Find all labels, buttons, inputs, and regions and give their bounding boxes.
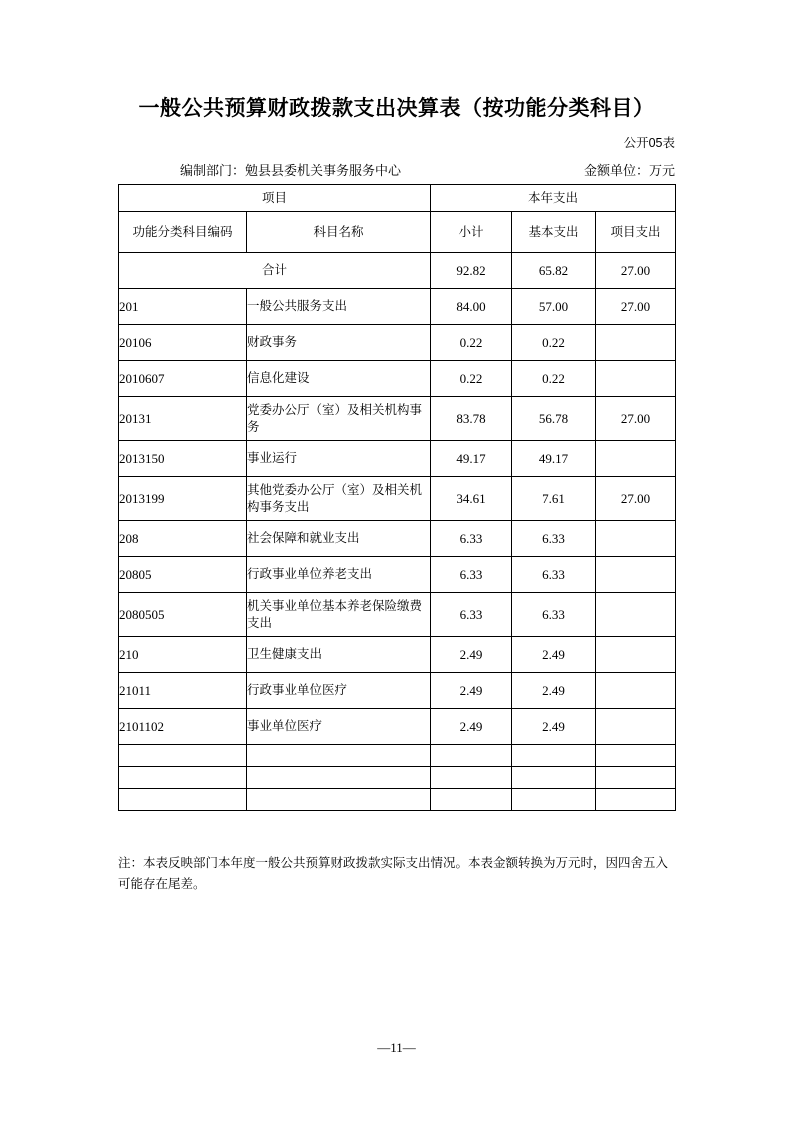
cell-subtotal: 6.33 [431,557,512,593]
table-row [119,397,676,441]
cell-name: 行政事业单位医疗 [247,673,431,709]
cell-empty [512,767,596,789]
cell-project: 27.00 [596,477,676,521]
cell-code: 20131 [119,397,247,441]
cell-project [596,637,676,673]
table-row [119,557,676,593]
cell-subtotal: 2.49 [431,709,512,745]
cell-code: 2013150 [119,441,247,477]
cell-empty [596,767,676,789]
cell-empty [119,767,247,789]
cell-project [596,709,676,745]
header-col-project: 项目支出 [596,212,676,253]
cell-basic: 65.82 [512,253,596,289]
cell-empty [431,789,512,811]
table-row [119,325,676,361]
cell-basic: 49.17 [512,441,596,477]
budget-table [118,184,676,811]
cell-subtotal: 0.22 [431,325,512,361]
cell-project [596,521,676,557]
table-row [119,673,676,709]
table-body [119,253,676,811]
table-row-empty [119,767,676,789]
cell-basic: 57.00 [512,289,596,325]
cell-code: 208 [119,521,247,557]
table-row [119,593,676,637]
cell-name: 事业单位医疗 [247,709,431,745]
table-header [119,185,676,253]
cell-subtotal: 92.82 [431,253,512,289]
cell-project [596,361,676,397]
department-label: 编制部门： [180,163,246,178]
cell-name: 事业运行 [247,441,431,477]
cell-basic: 2.49 [512,673,596,709]
amount-unit-label: 金额单位：万元 [583,163,675,178]
cell-empty [247,745,431,767]
cell-name: 财政事务 [247,325,431,361]
department-info [180,160,401,179]
table-header-row-1 [119,185,676,212]
cell-name: 党委办公厅（室）及相关机构事务 [247,397,431,441]
cell-subtotal: 0.22 [431,361,512,397]
table-row [119,361,676,397]
page-number: —11— [377,1040,416,1055]
header-col-subtotal: 小计 [431,212,512,253]
cell-code: 20106 [119,325,247,361]
header-group-project: 项目 [119,185,431,212]
table-row [119,709,676,745]
cell-total-label: 合计 [119,253,431,289]
header-col-name: 科目名称 [247,212,431,253]
table-row [119,477,676,521]
cell-empty [119,745,247,767]
cell-empty [512,745,596,767]
cell-subtotal: 2.49 [431,637,512,673]
cell-code: 201 [119,289,247,325]
cell-subtotal: 2.49 [431,673,512,709]
cell-empty [431,767,512,789]
cell-basic: 6.33 [512,521,596,557]
cell-code: 21011 [119,673,247,709]
cell-empty [596,789,676,811]
cell-subtotal: 34.61 [431,477,512,521]
table-note-text: 注：本表反映部门本年度一般公共预算财政拨款实际支出情况。本表金额转换为万元时，因四舍五入可能存在尾差。 [118,856,669,892]
cell-project: 27.00 [596,397,676,441]
cell-project [596,593,676,637]
cell-project: 27.00 [596,253,676,289]
cell-basic: 2.49 [512,709,596,745]
cell-name: 机关事业单位基本养老保险缴费支出 [247,593,431,637]
cell-project [596,557,676,593]
table-row-empty [119,745,676,767]
cell-basic: 2.49 [512,637,596,673]
cell-code: 2010607 [119,361,247,397]
cell-empty [247,789,431,811]
cell-empty [512,789,596,811]
cell-project [596,325,676,361]
cell-basic: 56.78 [512,397,596,441]
cell-project [596,673,676,709]
header-col-code: 功能分类科目编码 [119,212,247,253]
table-row [119,441,676,477]
cell-name: 社会保障和就业支出 [247,521,431,557]
cell-code: 20805 [119,557,247,593]
cell-name: 行政事业单位养老支出 [247,557,431,593]
header-group-current-year: 本年支出 [431,185,676,212]
table-row-empty [119,789,676,811]
cell-project: 27.00 [596,289,676,325]
cell-code: 2013199 [119,477,247,521]
cell-name: 卫生健康支出 [247,637,431,673]
table-row [119,521,676,557]
department-value: 勉县县委机关事务服务中心 [245,163,402,178]
cell-empty [247,767,431,789]
cell-empty [596,745,676,767]
cell-subtotal: 6.33 [431,521,512,557]
cell-empty [431,745,512,767]
cell-basic: 6.33 [512,557,596,593]
table-row [119,637,676,673]
cell-basic: 0.22 [512,361,596,397]
cell-name: 信息化建设 [247,361,431,397]
table-header-row-2 [119,212,676,253]
cell-code: 2080505 [119,593,247,637]
cell-code: 2101102 [119,709,247,745]
cell-basic: 7.61 [512,477,596,521]
cell-name: 其他党委办公厅（室）及相关机构事务支出 [247,477,431,521]
cell-subtotal: 6.33 [431,593,512,637]
page-title: 一般公共预算财政拨款支出决算表（按功能分类科目） [138,97,655,120]
table-note [118,853,675,896]
cell-subtotal: 49.17 [431,441,512,477]
cell-code: 210 [119,637,247,673]
cell-name: 一般公共服务支出 [247,289,431,325]
cell-project [596,441,676,477]
table-row [119,289,676,325]
cell-basic: 0.22 [512,325,596,361]
form-number: 公开05表 [623,136,675,150]
cell-basic: 6.33 [512,593,596,637]
table-row [119,253,676,289]
header-col-basic: 基本支出 [512,212,596,253]
cell-subtotal: 83.78 [431,397,512,441]
cell-empty [119,789,247,811]
cell-subtotal: 84.00 [431,289,512,325]
